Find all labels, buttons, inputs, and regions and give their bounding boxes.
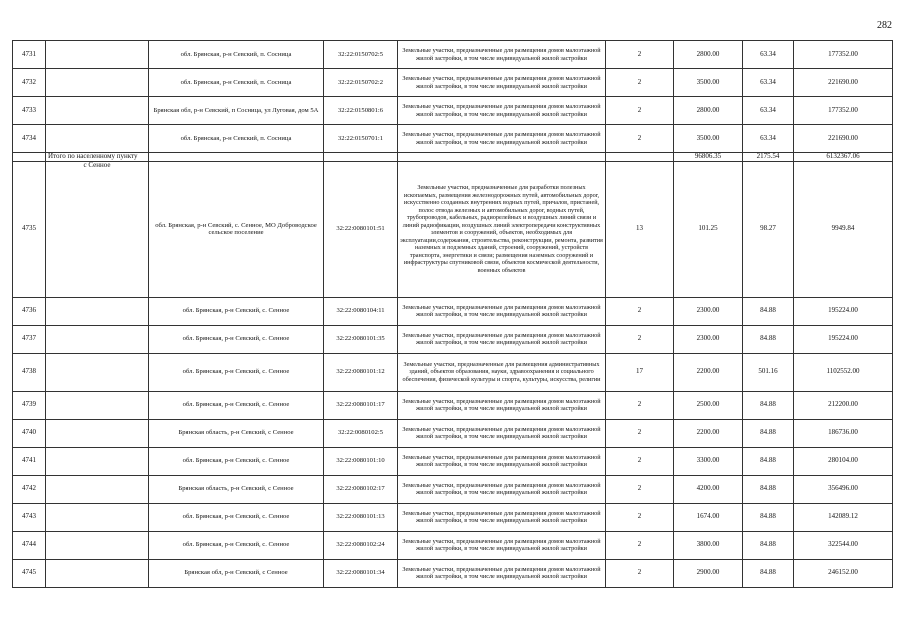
land-use-cell: Земельные участки, предназначенные для размещения домов малоэтажной жилой застройки, в том числе индивидуальной жилой застройки (398, 503, 606, 531)
area-cell: 2300.00 (674, 325, 743, 353)
table-row (13, 353, 893, 391)
table-row (13, 391, 893, 419)
table-row (13, 475, 893, 503)
address-cell: обл. Брянская, р-н Севский, п. Сосница (149, 41, 324, 69)
table-row (13, 297, 893, 325)
locality-cell (46, 125, 149, 153)
row-number: 4743 (13, 503, 46, 531)
cadastral-number-cell: 32:22:0080102:17 (324, 475, 398, 503)
table-body (13, 41, 893, 588)
row-number: 4734 (13, 125, 46, 153)
cadastral-value-cell: 221690.00 (794, 125, 893, 153)
row-number: 4732 (13, 69, 46, 97)
rate-cell: 84.88 (743, 503, 794, 531)
address-cell: обл. Брянская, р-н Севский, с. Сенное, МО Доброводское сельское поселение (149, 161, 324, 297)
land-use-cell: Земельные участки, предназначенные для размещения домов малоэтажной жилой застройки, в том числе индивидуальной жилой застройки (398, 97, 606, 125)
land-use-cell: Земельные участки, предназначенные для размещения домов малоэтажной жилой застройки, в том числе индивидуальной жилой застройки (398, 325, 606, 353)
land-use-cell: Земельные участки, предназначенные для разработки полезных ископаемых, размещения железнодорожных путей, автомобильных дорог, искусственно созданных внутренних водных путей, причалов, пристаней, полос отвода железных и автомобильных дорог, водных путей, трубопроводов, кабельных, радиорелейных и воздушных линий связи и линий радиофикации, воздушных линий электропередачи конструктивных элементов и сооружений, объектов, необходимых для эксплуатации,содержания, строительства, реконструкции, ремонта, развития наземных и подземных зданий, строений, сооружений, устройств транспорта, энергетики и связи; размещения наземных сооружений и инфраструктуры спутниковой связи, объектов космической деятельности, военных объектов (398, 161, 606, 297)
address-cell: обл. Брянская, р-н Севский, с. Сенное (149, 531, 324, 559)
land-use-cell: Земельные участки, предназначенные для размещения домов малоэтажной жилой застройки, в том числе индивидуальной жилой застройки (398, 69, 606, 97)
total-row (13, 153, 893, 162)
group-cell: 2 (606, 41, 674, 69)
address-cell: обл. Брянская, р-н Севский, п. Сосница (149, 69, 324, 97)
cadastral-number-cell: 32:22:0080102:24 (324, 531, 398, 559)
cadastral-value-cell: 322544.00 (794, 531, 893, 559)
locality-cell (46, 447, 149, 475)
table-row (13, 419, 893, 447)
row-number: 4735 (13, 161, 46, 297)
address-cell: Брянская обл, р-н Севский, п Сосница, ул Луговая, дом 5А (149, 97, 324, 125)
area-cell: 2300.00 (674, 297, 743, 325)
area-cell: 3500.00 (674, 69, 743, 97)
page-number: 282 (877, 20, 892, 31)
cadastral-value-cell: 142089.12 (794, 503, 893, 531)
row-number: 4737 (13, 325, 46, 353)
row-number: 4741 (13, 447, 46, 475)
group-cell: 2 (606, 325, 674, 353)
total-value: 6132367.06 (794, 153, 893, 162)
address-cell: обл. Брянская, р-н Севский, с. Сенное (149, 391, 324, 419)
group-cell: 2 (606, 125, 674, 153)
land-use-cell: Земельные участки, предназначенные для размещения домов малоэтажной жилой застройки, в том числе индивидуальной жилой застройки (398, 531, 606, 559)
cadastral-number-cell: 32:22:0080102:5 (324, 419, 398, 447)
land-use-cell: Земельные участки, предназначенные для размещения домов малоэтажной жилой застройки, в том числе индивидуальной жилой застройки (398, 475, 606, 503)
cadastral-value-cell: 246152.00 (794, 559, 893, 587)
group-cell: 2 (606, 503, 674, 531)
empty-cell (398, 153, 606, 162)
table-row (13, 97, 893, 125)
area-cell: 3300.00 (674, 447, 743, 475)
group-cell: 2 (606, 559, 674, 587)
rate-cell: 84.88 (743, 325, 794, 353)
address-cell: обл. Брянская, р-н Севский, с. Сенное (149, 325, 324, 353)
empty-cell (149, 153, 324, 162)
cadastral-value-cell: 356496.00 (794, 475, 893, 503)
area-cell: 2900.00 (674, 559, 743, 587)
address-cell: обл. Брянская, р-н Севский, с. Сенное (149, 447, 324, 475)
row-number: 4736 (13, 297, 46, 325)
cadastral-value-cell: 221690.00 (794, 69, 893, 97)
cadastral-value-cell: 280104.00 (794, 447, 893, 475)
table-row (13, 161, 893, 297)
cadastral-value-cell: 195224.00 (794, 297, 893, 325)
rate-cell: 63.34 (743, 125, 794, 153)
land-use-cell: Земельные участки, предназначенные для размещения административных зданий, объектов образования, науки, здравоохранения и социального обеспечения, физической культуры и спорта, культуры, искусства, религии (398, 353, 606, 391)
cadastral-value-cell: 212200.00 (794, 391, 893, 419)
address-cell: обл. Брянская, р-н Севский, с. Сенное (149, 297, 324, 325)
area-cell: 3800.00 (674, 531, 743, 559)
row-number: 4742 (13, 475, 46, 503)
land-use-cell: Земельные участки, предназначенные для размещения домов малоэтажной жилой застройки, в том числе индивидуальной жилой застройки (398, 419, 606, 447)
area-cell: 2800.00 (674, 41, 743, 69)
cadastral-number-cell: 32:22:0080101:10 (324, 447, 398, 475)
total-label: Итого по населенному пункту (46, 153, 149, 162)
group-cell: 17 (606, 353, 674, 391)
cadastral-number-cell: 32:22:0150702:2 (324, 69, 398, 97)
address-cell: обл. Брянская, р-н Севский, п. Сосница (149, 125, 324, 153)
address-cell: обл. Брянская, р-н Севский, с. Сенное (149, 353, 324, 391)
row-number: 4740 (13, 419, 46, 447)
land-use-cell: Земельные участки, предназначенные для размещения домов малоэтажной жилой застройки, в том числе индивидуальной жилой застройки (398, 41, 606, 69)
address-cell: Брянская область, р-н Севский, с Сенное (149, 419, 324, 447)
area-cell: 1674.00 (674, 503, 743, 531)
cadastral-number-cell: 32:22:0080101:34 (324, 559, 398, 587)
cadastral-value-cell: 195224.00 (794, 325, 893, 353)
rate-cell: 84.88 (743, 475, 794, 503)
rate-cell: 63.34 (743, 69, 794, 97)
locality-cell (46, 353, 149, 391)
table-row (13, 41, 893, 69)
area-cell: 2800.00 (674, 97, 743, 125)
cadastral-number-cell: 32:22:0150701:1 (324, 125, 398, 153)
row-number: 4731 (13, 41, 46, 69)
area-cell: 2500.00 (674, 391, 743, 419)
cadastral-number-cell: 32:22:0150801:6 (324, 97, 398, 125)
row-number: 4739 (13, 391, 46, 419)
area-cell: 2200.00 (674, 353, 743, 391)
cadastral-number-cell: 32:22:0080104:11 (324, 297, 398, 325)
locality-cell (46, 69, 149, 97)
rate-cell: 84.88 (743, 559, 794, 587)
group-cell: 2 (606, 447, 674, 475)
address-cell: обл. Брянская, р-н Севский, с. Сенное (149, 503, 324, 531)
locality-cell (46, 559, 149, 587)
area-cell: 101.25 (674, 161, 743, 297)
group-cell: 2 (606, 297, 674, 325)
rate-cell: 84.88 (743, 419, 794, 447)
cadastral-number-cell: 32:22:0150702:5 (324, 41, 398, 69)
cadastral-number-cell: 32:22:0080101:35 (324, 325, 398, 353)
address-cell: Брянская область, р-н Севский, с Сенное (149, 475, 324, 503)
locality-cell (46, 325, 149, 353)
table-row (13, 69, 893, 97)
rate-cell: 501.16 (743, 353, 794, 391)
locality-cell (46, 297, 149, 325)
locality-cell (46, 531, 149, 559)
rate-cell: 63.34 (743, 41, 794, 69)
locality-cell (46, 475, 149, 503)
row-number: 4744 (13, 531, 46, 559)
row-number: 4733 (13, 97, 46, 125)
cadastral-value-cell: 186736.00 (794, 419, 893, 447)
rate-cell: 63.34 (743, 97, 794, 125)
group-cell: 2 (606, 97, 674, 125)
cadastral-number-cell: 32:22:0080101:12 (324, 353, 398, 391)
group-cell: 2 (606, 531, 674, 559)
cadastral-number-cell: 32:22:0080101:51 (324, 161, 398, 297)
rate-cell: 84.88 (743, 531, 794, 559)
land-use-cell: Земельные участки, предназначенные для размещения домов малоэтажной жилой застройки, в том числе индивидуальной жилой застройки (398, 559, 606, 587)
cadastral-value-cell: 9949.84 (794, 161, 893, 297)
empty-cell (606, 153, 674, 162)
cadastral-number-cell: 32:22:0080101:13 (324, 503, 398, 531)
cadastral-table (12, 40, 893, 588)
group-cell: 2 (606, 419, 674, 447)
cadastral-value-cell: 177352.00 (794, 97, 893, 125)
locality-cell (46, 391, 149, 419)
table-row (13, 503, 893, 531)
group-cell: 13 (606, 161, 674, 297)
cadastral-value-cell: 177352.00 (794, 41, 893, 69)
group-cell: 2 (606, 475, 674, 503)
empty-cell (324, 153, 398, 162)
area-cell: 2200.00 (674, 419, 743, 447)
locality-cell (46, 503, 149, 531)
cadastral-number-cell: 32:22:0080101:17 (324, 391, 398, 419)
area-cell: 4200.00 (674, 475, 743, 503)
land-use-cell: Земельные участки, предназначенные для размещения домов малоэтажной жилой застройки, в том числе индивидуальной жилой застройки (398, 391, 606, 419)
rate-cell: 84.88 (743, 297, 794, 325)
group-cell: 2 (606, 391, 674, 419)
locality-cell (46, 419, 149, 447)
total-rate: 2175.54 (743, 153, 794, 162)
cadastral-value-cell: 1102552.00 (794, 353, 893, 391)
table-row (13, 559, 893, 587)
rate-cell: 98.27 (743, 161, 794, 297)
land-use-cell: Земельные участки, предназначенные для размещения домов малоэтажной жилой застройки, в том числе индивидуальной жилой застройки (398, 297, 606, 325)
table-row (13, 125, 893, 153)
locality-cell (46, 41, 149, 69)
table-row (13, 325, 893, 353)
rate-cell: 84.88 (743, 391, 794, 419)
row-number (13, 153, 46, 162)
table-row (13, 447, 893, 475)
rate-cell: 84.88 (743, 447, 794, 475)
land-use-cell: Земельные участки, предназначенные для размещения домов малоэтажной жилой застройки, в том числе индивидуальной жилой застройки (398, 447, 606, 475)
locality-cell (46, 97, 149, 125)
total-area: 96806.35 (674, 153, 743, 162)
locality-cell: с Сенное (46, 161, 149, 297)
row-number: 4738 (13, 353, 46, 391)
area-cell: 3500.00 (674, 125, 743, 153)
address-cell: Брянская обл, р-н Севский, с Сенное (149, 559, 324, 587)
table-row (13, 531, 893, 559)
land-use-cell: Земельные участки, предназначенные для размещения домов малоэтажной жилой застройки, в том числе индивидуальной жилой застройки (398, 125, 606, 153)
group-cell: 2 (606, 69, 674, 97)
row-number: 4745 (13, 559, 46, 587)
